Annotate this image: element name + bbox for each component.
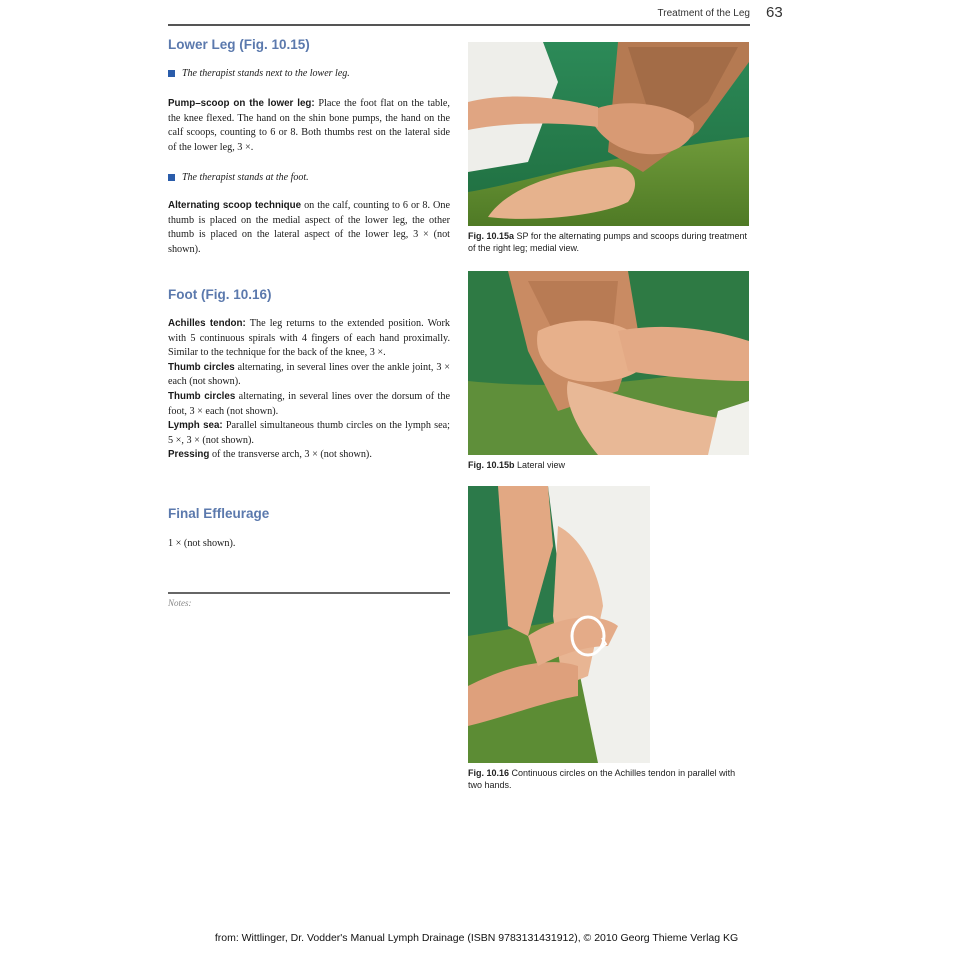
text-final: 1 × (not shown). [168,538,236,549]
term-achilles: Achilles tendon: [168,318,246,329]
paragraph-pump-scoop [168,97,450,155]
page-number: 63 [766,4,783,21]
paragraph-foot [168,317,450,463]
photo-medial-view-illustration [468,42,749,226]
bullet-text: The therapist stands at the foot. [182,172,309,183]
heading-lower-leg: Lower Leg (Fig. 10.15) [168,37,310,52]
text-pump-scoop: Place the foot flat on the table, the knee flexed. The hand on the shin bone pumps, the hand on the calf scoops, counting to 6 or 8. Both thumbs rest on the lateral side of the lower leg, 3 ×. [168,98,450,153]
source-footer: from: Wittlinger, Dr. Vodder's Manual Lymph Drainage (ISBN 9783131431912), © 2010 Georg Thieme Verlag KG [214,932,739,944]
notes-label: Notes: [168,598,192,608]
notes-rule [168,592,450,594]
caption-text: Continuous circles on the Achilles tendon in parallel with two hands. [468,768,736,790]
caption-fig-10-15b [468,459,750,471]
caption-fig-10-16 [468,767,750,791]
caption-label: Fig. 10.15a [468,231,515,241]
header-rule [168,24,750,26]
term-alternating-scoop: Alternating scoop technique [168,200,302,211]
text-thumb-circles-ankle: alternating, in several lines over the ankle joint, 3 × each (not shown). [168,361,451,388]
caption-label: Fig. 10.16 [468,768,510,778]
photo-lateral-view-illustration [468,271,749,455]
caption-fig-10-15a [468,230,750,254]
heading-foot: Foot (Fig. 10.16) [168,287,272,302]
section-final-effleurage [168,506,450,522]
term-thumb-circles-ankle: Thumb circles [168,361,235,373]
caption-text: SP for the alternating pumps and scoops during treatment of the right leg; medial view. [468,231,748,253]
bullet-text: The therapist stands next to the lower leg. [182,68,350,79]
bullet-square-icon [168,174,175,181]
section-lower-leg [168,37,450,53]
paragraph-alternating-scoop [168,199,450,257]
text-lymph-sea: Parallel simultaneous thumb circles on the lymph sea; 5 ×, 3 × (not shown). [168,420,450,446]
photo-fig-10-15b [468,271,749,455]
term-lymph-sea: Lymph sea: [168,420,223,432]
running-header-title: Treatment of the Leg [657,8,750,19]
text-pressing: of the transverse arch, 3 × (not shown). [209,449,372,461]
photo-fig-10-15a [468,42,749,226]
text-achilles: The leg returns to the extended position. Work with 5 continuous spirals with 4 fingers of each hand proximally. Similar to the technique for the back of the knee, 3 ×. [168,318,450,359]
bullet-therapist-foot [168,171,450,185]
heading-final-effleurage: Final Effleurage [168,506,270,521]
bullet-square-icon [168,70,175,77]
text-alternating-scoop: on the calf, counting to 6 or 8. One thumb is placed on the medial aspect of the lower leg, the other thumb is placed on the lateral aspect of the lower leg, 3 × (not shown). [168,200,450,255]
caption-text: Lateral view [514,460,566,470]
term-pressing: Pressing [168,449,210,461]
paragraph-final [168,537,450,552]
section-foot [168,287,450,303]
term-pump-scoop: Pump–scoop on the lower leg: [168,98,315,109]
caption-label: Fig. 10.15b [468,460,515,470]
bullet-therapist-next [168,67,450,81]
photo-achilles-illustration [468,486,650,763]
term-thumb-circles-dorsum: Thumb circles [168,390,236,402]
text-thumb-circles-dorsum: alternating, in several lines over the dorsum of the foot, 3 × each (not shown). [168,390,451,417]
photo-fig-10-16 [468,486,650,763]
